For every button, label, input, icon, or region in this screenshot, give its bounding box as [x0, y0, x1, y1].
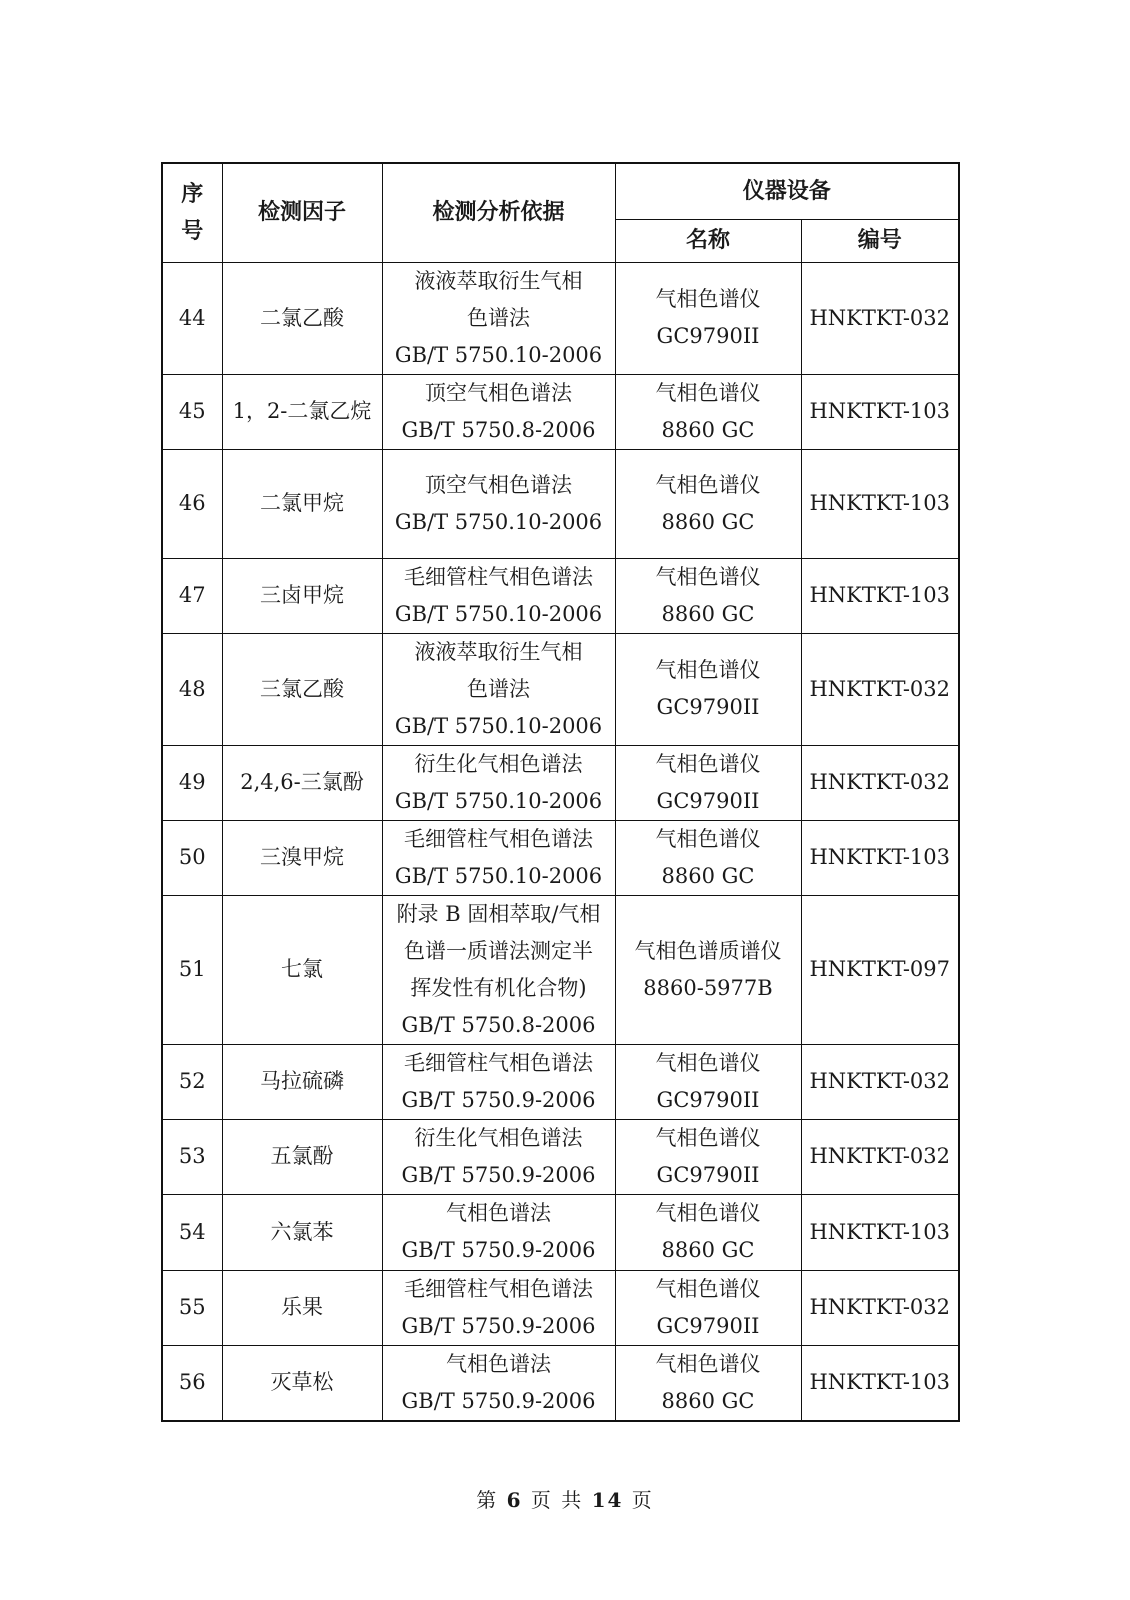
cell-factor-text: 六氯苯 — [270, 1219, 334, 1244]
cell-seq — [162, 1119, 222, 1194]
cell-number-text: HNKTKT-103 — [809, 845, 951, 869]
cell-name — [615, 1270, 801, 1345]
table-row — [162, 558, 959, 633]
cell-basis-text: 附录 B 固相萃取/气相 色谱一质谱法测定半 挥发性有机化合物) GB/T 5750.8-2006 — [396, 901, 601, 1037]
cell-factor — [222, 374, 382, 449]
instrument-table — [161, 162, 960, 1422]
table-body — [162, 262, 959, 1421]
cell-number — [801, 374, 959, 449]
cell-name-text: 气相色谱仪 GC9790II — [655, 1125, 761, 1187]
cell-seq-text: 47 — [178, 583, 206, 607]
cell-seq-text: 56 — [178, 1370, 206, 1394]
footer-page-number: 6 — [506, 1488, 523, 1512]
cell-name-text: 气相色谱仪 8860 GC — [655, 1201, 761, 1262]
cell-name-text: 气相色谱仪 8860 GC — [655, 380, 761, 442]
cell-seq — [162, 895, 222, 1044]
cell-seq — [162, 1270, 222, 1345]
cell-name-text: 气相色谱仪 GC9790II — [655, 658, 761, 719]
cell-seq — [162, 262, 222, 374]
cell-factor — [222, 1044, 382, 1119]
cell-basis — [382, 820, 615, 895]
cell-number-text: HNKTKT-032 — [809, 1144, 951, 1168]
table-row — [162, 1270, 959, 1345]
cell-number-text: HNKTKT-032 — [809, 305, 951, 330]
cell-number — [801, 633, 959, 745]
cell-basis — [382, 895, 615, 1044]
cell-factor-text: 二氯甲烷 — [260, 491, 344, 515]
cell-name — [615, 745, 801, 820]
cell-name-text: 气相色谱仪 8860 GC — [655, 1351, 761, 1413]
table-row — [162, 633, 959, 745]
cell-basis-text: 毛细管柱气相色谱法 GB/T 5750.9-2006 — [401, 1050, 596, 1112]
header-factor: 检测因子 — [222, 163, 382, 262]
cell-factor-text: 灭草松 — [270, 1370, 334, 1394]
cell-number-text: HNKTKT-103 — [809, 1370, 951, 1394]
table-row — [162, 374, 959, 449]
cell-factor — [222, 1194, 382, 1270]
cell-seq-text: 55 — [178, 1295, 206, 1319]
cell-seq-text: 53 — [178, 1144, 206, 1168]
instrument-table-container — [161, 162, 960, 1422]
cell-seq — [162, 745, 222, 820]
cell-factor — [222, 745, 382, 820]
cell-basis-text: 毛细管柱气相色谱法 GB/T 5750.9-2006 — [401, 1276, 596, 1338]
table-row — [162, 895, 959, 1044]
cell-basis-text: 顶空气相色谱法 GB/T 5750.8-2006 — [401, 380, 596, 442]
cell-name — [615, 449, 801, 558]
cell-seq — [162, 558, 222, 633]
header-instrument: 仪器设备 — [615, 163, 959, 219]
cell-factor — [222, 1119, 382, 1194]
cell-basis — [382, 449, 615, 558]
cell-name-text: 气相色谱仪 GC9790II — [655, 751, 761, 813]
cell-basis — [382, 745, 615, 820]
cell-factor-text: 马拉硫磷 — [260, 1069, 344, 1093]
cell-name — [615, 820, 801, 895]
cell-seq — [162, 1345, 222, 1421]
cell-name — [615, 1345, 801, 1421]
cell-basis — [382, 1345, 615, 1421]
footer-mid: 页 共 — [530, 1488, 584, 1512]
cell-basis — [382, 1119, 615, 1194]
cell-name-text: 气相色谱仪 8860 GC — [655, 472, 761, 534]
cell-number-text: HNKTKT-032 — [809, 676, 951, 701]
cell-factor — [222, 262, 382, 374]
cell-name-text: 气相色谱仪 GC9790II — [655, 1050, 761, 1112]
cell-basis — [382, 558, 615, 633]
cell-factor-text: 1，2-二氯乙烷 — [232, 399, 372, 423]
table-row — [162, 449, 959, 558]
cell-name-text: 气相色谱仪 8860 GC — [655, 826, 761, 888]
cell-number — [801, 895, 959, 1044]
cell-name-text: 气相色谱仪 8860 GC — [655, 564, 761, 626]
cell-number — [801, 262, 959, 374]
header-name: 名称 — [615, 219, 801, 262]
cell-basis-text: 衍生化气相色谱法 GB/T 5750.9-2006 — [401, 1125, 596, 1187]
cell-basis-text: 气相色谱法 GB/T 5750.9-2006 — [401, 1351, 596, 1413]
cell-factor-text: 三氯乙酸 — [260, 676, 344, 701]
cell-factor — [222, 1270, 382, 1345]
cell-factor-text: 七氯 — [281, 957, 323, 981]
cell-factor — [222, 633, 382, 745]
header-number: 编号 — [801, 219, 959, 262]
cell-basis-text: 液液萃取衍生气相 色谱法 GB/T 5750.10-2006 — [394, 639, 603, 738]
page-footer — [0, 1484, 1130, 1513]
cell-basis — [382, 1270, 615, 1345]
cell-factor — [222, 895, 382, 1044]
cell-name — [615, 374, 801, 449]
cell-basis-text: 气相色谱法 GB/T 5750.9-2006 — [401, 1201, 596, 1262]
cell-factor-text: 五氯酚 — [270, 1144, 334, 1168]
cell-seq-text: 52 — [178, 1069, 206, 1093]
cell-name — [615, 558, 801, 633]
cell-seq — [162, 820, 222, 895]
cell-seq-text: 54 — [178, 1219, 206, 1244]
cell-factor — [222, 449, 382, 558]
table-header — [162, 163, 959, 262]
cell-seq-text: 50 — [178, 845, 206, 869]
cell-basis — [382, 1044, 615, 1119]
cell-number — [801, 820, 959, 895]
table-row — [162, 745, 959, 820]
cell-basis-text: 毛细管柱气相色谱法 GB/T 5750.10-2006 — [394, 826, 603, 888]
cell-number-text: HNKTKT-032 — [809, 1069, 951, 1093]
cell-number — [801, 1270, 959, 1345]
cell-basis-text: 衍生化气相色谱法 GB/T 5750.10-2006 — [394, 751, 603, 813]
cell-basis — [382, 1194, 615, 1270]
cell-factor-text: 三溴甲烷 — [260, 845, 344, 869]
cell-number — [801, 558, 959, 633]
cell-number — [801, 1044, 959, 1119]
cell-name-text: 气相色谱质谱仪 8860-5977B — [634, 938, 782, 1000]
cell-number-text: HNKTKT-103 — [809, 491, 951, 515]
cell-number-text: HNKTKT-103 — [809, 583, 951, 607]
cell-factor — [222, 558, 382, 633]
cell-number — [801, 1345, 959, 1421]
table-row — [162, 1119, 959, 1194]
cell-seq-text: 49 — [178, 770, 206, 794]
cell-factor — [222, 820, 382, 895]
cell-name-text: 气相色谱仪 GC9790II — [655, 287, 761, 348]
footer-total-pages: 14 — [591, 1488, 624, 1512]
cell-basis — [382, 374, 615, 449]
header-seq: 序 号 — [162, 163, 222, 262]
footer-prefix: 第 — [476, 1488, 499, 1512]
cell-seq — [162, 449, 222, 558]
cell-basis — [382, 262, 615, 374]
cell-seq — [162, 633, 222, 745]
table-row — [162, 820, 959, 895]
cell-seq-text: 45 — [178, 399, 206, 423]
cell-factor-text: 2,4,6-三氯酚 — [240, 770, 364, 794]
cell-number-text: HNKTKT-032 — [809, 1295, 951, 1319]
cell-number — [801, 1194, 959, 1270]
cell-seq — [162, 1194, 222, 1270]
cell-basis-text: 液液萃取衍生气相 色谱法 GB/T 5750.10-2006 — [394, 268, 603, 367]
table-row — [162, 1345, 959, 1421]
cell-number-text: HNKTKT-097 — [809, 957, 951, 981]
cell-number-text: HNKTKT-103 — [809, 399, 951, 423]
cell-seq-text: 51 — [178, 957, 206, 981]
table-row — [162, 262, 959, 374]
cell-name — [615, 262, 801, 374]
header-basis: 检测分析依据 — [382, 163, 615, 262]
cell-basis — [382, 633, 615, 745]
cell-number — [801, 449, 959, 558]
cell-factor-text: 三卤甲烷 — [260, 583, 344, 607]
cell-name-text: 气相色谱仪 GC9790II — [655, 1276, 761, 1338]
table-row — [162, 1194, 959, 1270]
cell-number — [801, 745, 959, 820]
cell-factor — [222, 1345, 382, 1421]
cell-seq-text: 46 — [178, 491, 206, 515]
cell-basis-text: 毛细管柱气相色谱法 GB/T 5750.10-2006 — [394, 564, 603, 626]
cell-factor-text: 乐果 — [281, 1295, 323, 1319]
cell-name — [615, 1044, 801, 1119]
table-row — [162, 1044, 959, 1119]
cell-seq-text: 44 — [178, 305, 206, 330]
cell-factor-text: 二氯乙酸 — [260, 305, 344, 330]
cell-basis-text: 顶空气相色谱法 GB/T 5750.10-2006 — [394, 472, 603, 534]
cell-name — [615, 1119, 801, 1194]
cell-number-text: HNKTKT-032 — [809, 770, 951, 794]
cell-number — [801, 1119, 959, 1194]
footer-suffix: 页 — [631, 1488, 654, 1512]
cell-seq — [162, 374, 222, 449]
cell-seq-text: 48 — [178, 676, 206, 701]
cell-name — [615, 1194, 801, 1270]
cell-name — [615, 633, 801, 745]
cell-number-text: HNKTKT-103 — [809, 1219, 951, 1244]
cell-name — [615, 895, 801, 1044]
cell-seq — [162, 1044, 222, 1119]
